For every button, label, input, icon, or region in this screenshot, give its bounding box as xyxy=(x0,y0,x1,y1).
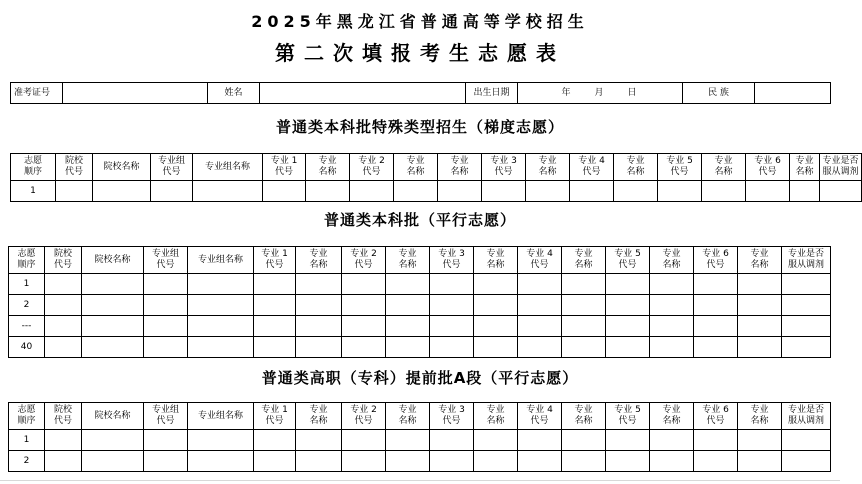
entry-cell[interactable] xyxy=(254,451,296,472)
entry-cell[interactable] xyxy=(342,451,386,472)
entry-cell[interactable] xyxy=(820,181,862,202)
table-row xyxy=(9,430,831,451)
entry-cell[interactable] xyxy=(342,274,386,295)
entry-cell[interactable] xyxy=(702,181,746,202)
column-header: 专业 名称 xyxy=(738,403,782,430)
column-header: 院校名称 xyxy=(82,247,144,274)
entry-cell[interactable] xyxy=(658,181,702,202)
entry-cell[interactable] xyxy=(694,337,738,358)
entry-cell[interactable] xyxy=(518,316,562,337)
entry-cell[interactable] xyxy=(188,295,254,316)
entry-cell[interactable] xyxy=(782,337,831,358)
entry-cell[interactable] xyxy=(254,274,296,295)
entry-cell[interactable] xyxy=(342,316,386,337)
column-header: 专业 名称 xyxy=(474,247,518,274)
entry-cell[interactable] xyxy=(430,316,474,337)
entry-cell[interactable] xyxy=(606,316,650,337)
column-header: 院校名称 xyxy=(93,154,151,181)
entry-cell[interactable] xyxy=(254,295,296,316)
entry-cell[interactable] xyxy=(386,451,430,472)
entry-cell[interactable] xyxy=(430,451,474,472)
table-row xyxy=(9,274,831,295)
entry-cell[interactable] xyxy=(474,316,518,337)
column-header: 专业 3 代号 xyxy=(430,247,474,274)
entry-cell[interactable] xyxy=(386,274,430,295)
entry-cell[interactable] xyxy=(518,451,562,472)
entry-cell[interactable] xyxy=(738,430,782,451)
table-row xyxy=(9,451,831,472)
column-header: 专业是否 服从调剂 xyxy=(782,403,831,430)
column-header: 专业 6 代号 xyxy=(746,154,790,181)
entry-cell[interactable] xyxy=(386,316,430,337)
entry-cell[interactable] xyxy=(144,451,188,472)
entry-cell[interactable] xyxy=(474,274,518,295)
table-header-row xyxy=(11,154,862,181)
entry-cell[interactable] xyxy=(474,295,518,316)
entry-cell[interactable] xyxy=(296,337,342,358)
column-header: 专业 名称 xyxy=(614,154,658,181)
column-header: 院校名称 xyxy=(82,403,144,430)
column-header: 专业 4 代号 xyxy=(518,403,562,430)
column-header: 专业 名称 xyxy=(562,403,606,430)
entry-cell[interactable] xyxy=(56,181,93,202)
entry-cell[interactable] xyxy=(650,274,694,295)
column-header: 专业 名称 xyxy=(526,154,570,181)
entry-cell[interactable] xyxy=(188,316,254,337)
entry-cell[interactable] xyxy=(386,430,430,451)
column-header: 专业是否 服从调剂 xyxy=(820,154,862,181)
entry-cell[interactable] xyxy=(694,274,738,295)
entry-cell[interactable] xyxy=(562,274,606,295)
entry-cell[interactable] xyxy=(694,430,738,451)
entry-cell[interactable] xyxy=(82,337,144,358)
entry-cell[interactable] xyxy=(430,274,474,295)
entry-cell[interactable] xyxy=(738,274,782,295)
entry-cell[interactable] xyxy=(606,430,650,451)
choice-table-vocational-body xyxy=(9,403,831,472)
name-label: 姓名 xyxy=(208,83,260,104)
table-header-row xyxy=(9,403,831,430)
entry-cell[interactable] xyxy=(606,337,650,358)
entry-cell[interactable] xyxy=(650,451,694,472)
column-header: 专业 名称 xyxy=(650,247,694,274)
entry-cell[interactable] xyxy=(144,274,188,295)
entry-cell[interactable] xyxy=(562,295,606,316)
column-header: 专业 名称 xyxy=(438,154,482,181)
entry-cell[interactable] xyxy=(342,337,386,358)
table-row xyxy=(9,316,831,337)
column-header: 专业组名称 xyxy=(193,154,263,181)
column-header: 专业 6 代号 xyxy=(694,403,738,430)
column-header: 专业 名称 xyxy=(296,247,342,274)
column-header: 专业 5 代号 xyxy=(606,403,650,430)
column-header: 专业 名称 xyxy=(738,247,782,274)
entry-cell[interactable] xyxy=(474,337,518,358)
entry-cell[interactable] xyxy=(738,451,782,472)
column-header: 专业 5 代号 xyxy=(658,154,702,181)
entry-cell[interactable] xyxy=(606,274,650,295)
column-header: 专业 4 代号 xyxy=(570,154,614,181)
ethnicity-field[interactable] xyxy=(755,83,831,104)
column-header: 专业组 代号 xyxy=(144,403,188,430)
column-header: 院校 代号 xyxy=(45,247,82,274)
entry-cell[interactable] xyxy=(746,181,790,202)
entry-cell[interactable] xyxy=(790,181,820,202)
column-header: 专业 1 代号 xyxy=(254,247,296,274)
choice-order-cell: 2 xyxy=(9,451,45,472)
column-header: 专业 名称 xyxy=(394,154,438,181)
entry-cell[interactable] xyxy=(82,430,144,451)
section-title-special: 普通类本科批特殊类型招生（梯度志愿） xyxy=(275,118,564,136)
entry-cell[interactable] xyxy=(518,430,562,451)
entry-cell[interactable] xyxy=(45,316,82,337)
choice-order-cell: 1 xyxy=(9,430,45,451)
birth-date-field[interactable]: 年 月 日 xyxy=(518,83,683,104)
entry-cell[interactable] xyxy=(82,316,144,337)
entry-cell[interactable] xyxy=(650,295,694,316)
entry-cell[interactable] xyxy=(782,451,831,472)
entry-cell[interactable] xyxy=(188,337,254,358)
column-header: 专业 名称 xyxy=(306,154,350,181)
entry-cell[interactable] xyxy=(188,430,254,451)
column-header: 专业组名称 xyxy=(188,403,254,430)
entry-cell[interactable] xyxy=(386,295,430,316)
entry-cell[interactable] xyxy=(82,451,144,472)
entry-cell[interactable] xyxy=(474,451,518,472)
entry-cell[interactable] xyxy=(386,337,430,358)
choice-order-cell: 1 xyxy=(11,181,56,202)
column-header: 专业组 代号 xyxy=(144,247,188,274)
entry-cell[interactable] xyxy=(562,430,606,451)
choice-table-undergrad xyxy=(8,246,831,358)
entry-cell[interactable] xyxy=(296,316,342,337)
column-header: 专业 1 代号 xyxy=(263,154,306,181)
entry-cell[interactable] xyxy=(394,181,438,202)
entry-cell[interactable] xyxy=(193,181,263,202)
column-header: 志愿 顺序 xyxy=(11,154,56,181)
column-header: 专业 2 代号 xyxy=(342,247,386,274)
column-header: 专业 名称 xyxy=(296,403,342,430)
entry-cell[interactable] xyxy=(694,451,738,472)
ethnicity-label: 民 族 xyxy=(683,83,755,104)
form-title-year: 2025年黑龙江省普通高等学校招生 xyxy=(251,12,589,31)
column-header: 专业是否 服从调剂 xyxy=(782,247,831,274)
column-header: 专业 2 代号 xyxy=(342,403,386,430)
entry-cell[interactable] xyxy=(82,295,144,316)
entry-cell[interactable] xyxy=(144,430,188,451)
entry-cell[interactable] xyxy=(254,337,296,358)
candidate-info-table xyxy=(10,82,831,104)
entry-cell[interactable] xyxy=(151,181,193,202)
choice-table-special-body xyxy=(11,154,862,202)
entry-cell[interactable] xyxy=(263,181,306,202)
choice-order-cell: 2 xyxy=(9,295,45,316)
entry-cell[interactable] xyxy=(45,337,82,358)
section-title-vocational: 普通类高职（专科）提前批A段（平行志愿） xyxy=(261,369,579,387)
birth-date-label: 出生日期 xyxy=(466,83,518,104)
entry-cell[interactable] xyxy=(782,430,831,451)
entry-cell[interactable] xyxy=(738,316,782,337)
entry-cell[interactable] xyxy=(254,430,296,451)
entry-cell[interactable] xyxy=(430,337,474,358)
column-header: 专业 名称 xyxy=(386,247,430,274)
entry-cell[interactable] xyxy=(438,181,482,202)
column-header: 专业组 代号 xyxy=(151,154,193,181)
section-title-undergrad: 普通类本科批（平行志愿） xyxy=(323,211,516,229)
entry-cell[interactable] xyxy=(430,430,474,451)
entry-cell[interactable] xyxy=(296,274,342,295)
column-header: 专业 名称 xyxy=(790,154,820,181)
entry-cell[interactable] xyxy=(606,451,650,472)
table-row xyxy=(9,337,831,358)
column-header: 专业组名称 xyxy=(188,247,254,274)
table-header-row xyxy=(9,247,831,274)
entry-cell[interactable] xyxy=(738,295,782,316)
entry-cell[interactable] xyxy=(144,337,188,358)
choice-table-special xyxy=(10,153,862,202)
entry-cell[interactable] xyxy=(188,451,254,472)
choice-order-cell: 1 xyxy=(9,274,45,295)
entry-cell[interactable] xyxy=(482,181,526,202)
column-header: 专业 4 代号 xyxy=(518,247,562,274)
column-header: 志愿 顺序 xyxy=(9,403,45,430)
entry-cell[interactable] xyxy=(782,295,831,316)
entry-cell[interactable] xyxy=(306,181,350,202)
entry-cell[interactable] xyxy=(45,451,82,472)
entry-cell[interactable] xyxy=(350,181,394,202)
entry-cell[interactable] xyxy=(254,316,296,337)
exam-number-label: 准考证号 xyxy=(11,83,63,104)
entry-cell[interactable] xyxy=(296,451,342,472)
choice-order-cell: --- xyxy=(9,316,45,337)
column-header: 专业 名称 xyxy=(474,403,518,430)
entry-cell[interactable] xyxy=(562,337,606,358)
entry-cell[interactable] xyxy=(93,181,151,202)
entry-cell[interactable] xyxy=(45,295,82,316)
entry-cell[interactable] xyxy=(82,274,144,295)
column-header: 院校 代号 xyxy=(56,154,93,181)
entry-cell[interactable] xyxy=(738,337,782,358)
column-header: 专业 1 代号 xyxy=(254,403,296,430)
page-bottom-rule xyxy=(0,480,840,481)
entry-cell[interactable] xyxy=(188,274,254,295)
column-header: 专业 5 代号 xyxy=(606,247,650,274)
entry-cell[interactable] xyxy=(526,181,570,202)
column-header: 专业 名称 xyxy=(702,154,746,181)
entry-cell[interactable] xyxy=(296,430,342,451)
entry-cell[interactable] xyxy=(518,274,562,295)
choice-table-undergrad-body xyxy=(9,247,831,358)
entry-cell[interactable] xyxy=(430,295,474,316)
form-title-main: 第二次填报考生志愿表 xyxy=(275,41,565,65)
entry-cell[interactable] xyxy=(562,316,606,337)
entry-cell[interactable] xyxy=(474,430,518,451)
choice-table-vocational xyxy=(8,402,831,472)
entry-cell[interactable] xyxy=(614,181,658,202)
column-header: 志愿 顺序 xyxy=(9,247,45,274)
entry-cell[interactable] xyxy=(144,316,188,337)
column-header: 院校 代号 xyxy=(45,403,82,430)
column-header: 专业 3 代号 xyxy=(482,154,526,181)
entry-cell[interactable] xyxy=(144,295,188,316)
entry-cell[interactable] xyxy=(342,295,386,316)
table-row xyxy=(9,295,831,316)
column-header: 专业 6 代号 xyxy=(694,247,738,274)
column-header: 专业 3 代号 xyxy=(430,403,474,430)
entry-cell[interactable] xyxy=(518,337,562,358)
entry-cell[interactable] xyxy=(45,274,82,295)
column-header: 专业 名称 xyxy=(562,247,606,274)
entry-cell[interactable] xyxy=(694,295,738,316)
entry-cell[interactable] xyxy=(562,451,606,472)
column-header: 专业 2 代号 xyxy=(350,154,394,181)
entry-cell[interactable] xyxy=(782,274,831,295)
column-header: 专业 名称 xyxy=(650,403,694,430)
entry-cell[interactable] xyxy=(342,430,386,451)
column-header: 专业 名称 xyxy=(386,403,430,430)
entry-cell[interactable] xyxy=(296,295,342,316)
entry-cell[interactable] xyxy=(650,316,694,337)
entry-cell[interactable] xyxy=(694,316,738,337)
choice-order-cell: 40 xyxy=(9,337,45,358)
entry-cell[interactable] xyxy=(782,316,831,337)
table-row xyxy=(11,181,862,202)
entry-cell[interactable] xyxy=(570,181,614,202)
entry-cell[interactable] xyxy=(606,295,650,316)
entry-cell[interactable] xyxy=(650,430,694,451)
name-field[interactable] xyxy=(260,83,466,104)
exam-number-field[interactable] xyxy=(63,83,208,104)
entry-cell[interactable] xyxy=(45,430,82,451)
entry-cell[interactable] xyxy=(650,337,694,358)
entry-cell[interactable] xyxy=(518,295,562,316)
